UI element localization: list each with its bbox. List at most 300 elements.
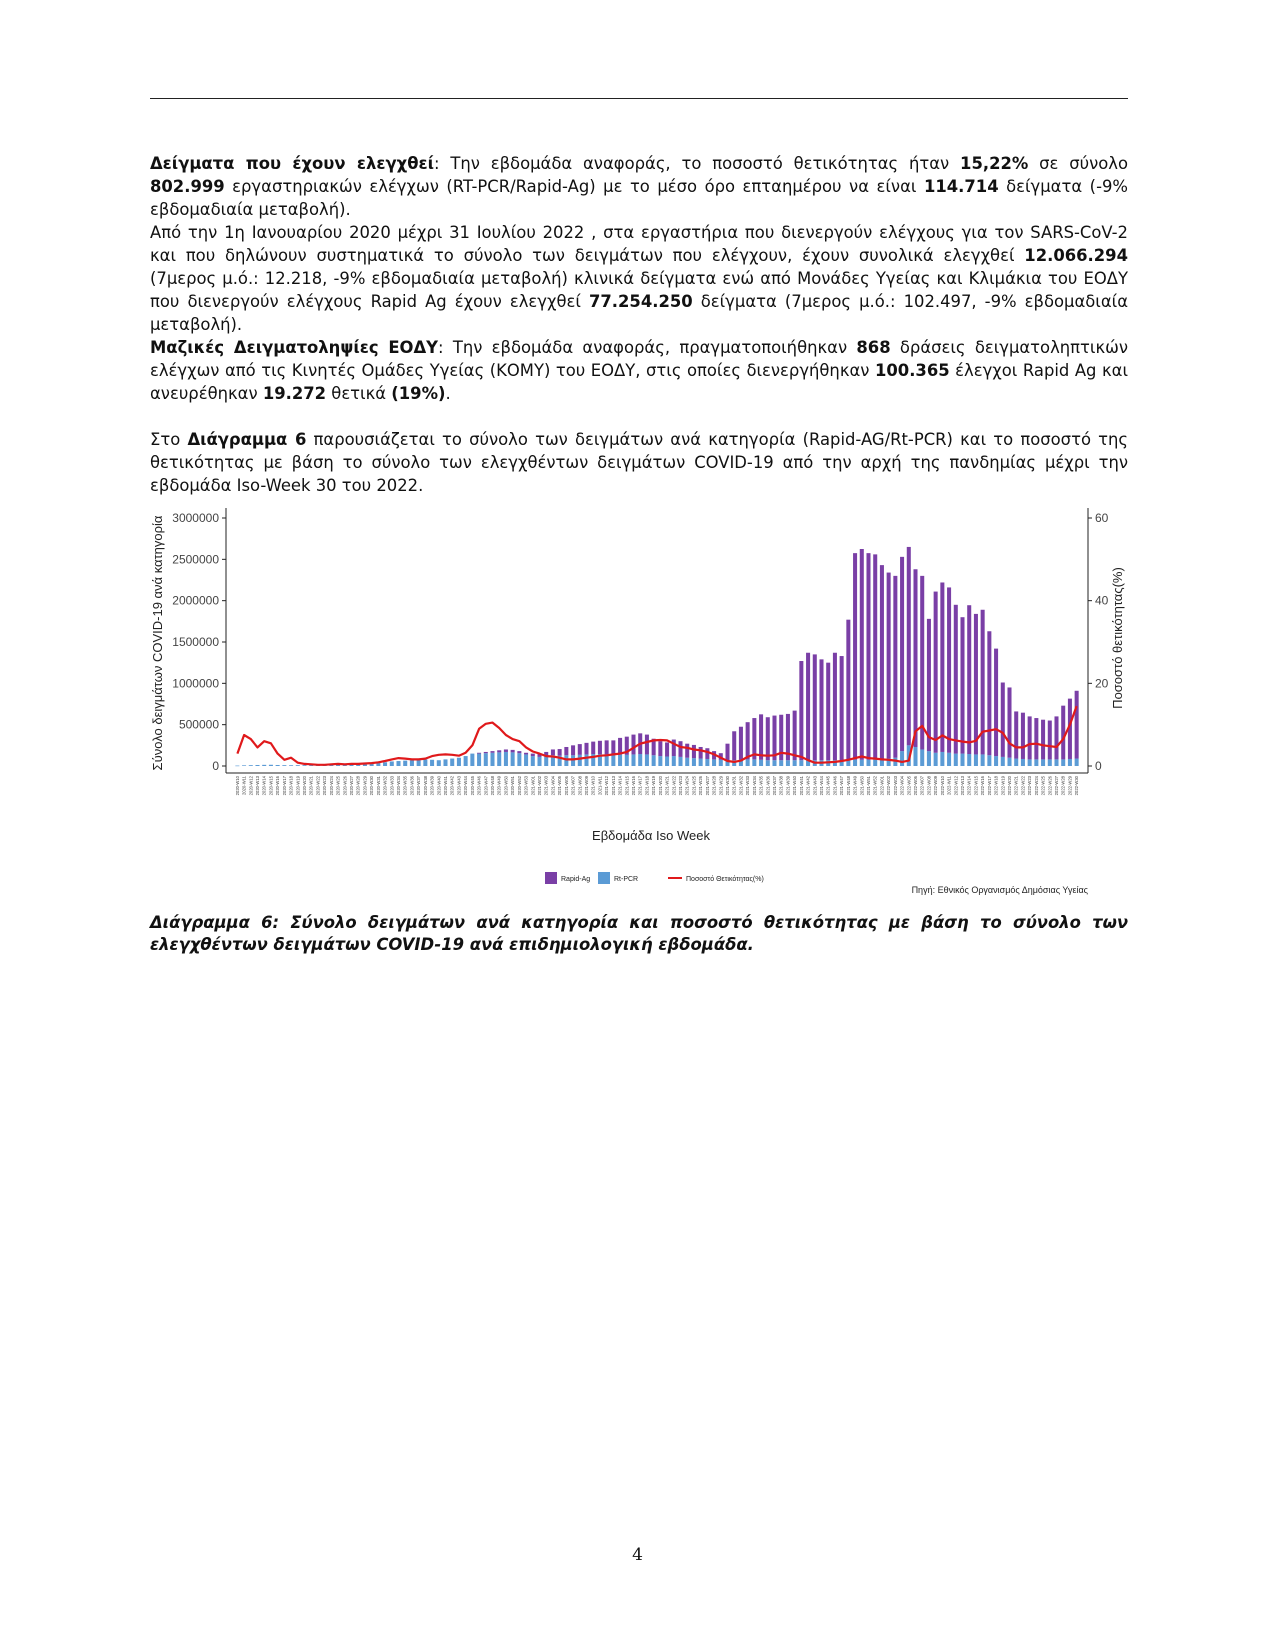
bar-rtpcr-2022-W07 xyxy=(920,749,924,766)
bar-rapid-ag-2022-W25 xyxy=(1041,720,1045,760)
positivity-rate-value: 15,22% xyxy=(960,154,1029,173)
x-tick-label: 2022-W13 xyxy=(960,776,965,796)
x-tick-label: 2021-W07 xyxy=(570,776,576,796)
bar-rapid-ag-2021-W09 xyxy=(584,743,588,755)
y-axis-title-left: Σύνολο δειγμάτων COVID-19 ανά κατηγορία xyxy=(150,515,165,771)
bar-rtpcr-2022-W23 xyxy=(1028,759,1032,766)
bar-rapid-ag-2021-W18 xyxy=(645,735,649,755)
bar-rapid-ag-2021-W52 xyxy=(873,554,877,759)
y-right-tick-label: 60 xyxy=(1095,511,1109,525)
x-tick-label: 2020-W30 xyxy=(369,776,375,796)
paragraph-text: Στο xyxy=(150,430,188,449)
x-tick-label: 2022-W24 xyxy=(1033,776,1039,796)
bar-rtpcr-2020-W12 xyxy=(249,765,253,766)
x-tick-label: 2022-W22 xyxy=(1020,776,1026,796)
bar-rapid-ag-2021-W36 xyxy=(766,717,770,760)
bar-rtpcr-2020-W20 xyxy=(302,765,306,766)
y-tick-label: 1500000 xyxy=(172,635,219,649)
bar-rtpcr-2021-W17 xyxy=(638,754,642,766)
bar-rapid-ag-2020-W50 xyxy=(504,749,508,751)
bar-rapid-ag-2021-W07 xyxy=(571,745,575,755)
x-tick-label: 2021-W31 xyxy=(731,776,737,796)
bar-rtpcr-2021-W16 xyxy=(631,754,635,766)
x-tick-label: 2020-W13 xyxy=(255,776,260,796)
x-tick-label: 2021-W34 xyxy=(751,776,757,796)
bar-rtpcr-2021-W38 xyxy=(779,760,783,766)
bar-rtpcr-2022-W11 xyxy=(947,753,951,766)
bar-rtpcr-2020-W18 xyxy=(289,765,293,766)
bar-rapid-ag-2020-W49 xyxy=(497,750,501,752)
seven-day-average-value: 114.714 xyxy=(923,177,999,196)
x-tick-label: 2022-W23 xyxy=(1027,776,1033,796)
x-tick-label: 2020-W34 xyxy=(396,776,401,796)
x-tick-label: 2020-W47 xyxy=(483,776,489,796)
y-right-tick-label: 40 xyxy=(1095,593,1109,608)
bar-rtpcr-2022-W04 xyxy=(900,751,904,766)
x-tick-label: 2021-W49 xyxy=(852,776,858,796)
bar-rapid-ag-2022-W21 xyxy=(1014,711,1018,758)
bar-rapid-ag-2022-W08 xyxy=(927,619,931,751)
bar-rtpcr-2022-W12 xyxy=(954,754,958,766)
bar-rtpcr-2021-W28 xyxy=(712,759,716,766)
bar-rapid-ag-2020-W46 xyxy=(477,753,481,754)
y-tick-label: 1000000 xyxy=(172,676,219,691)
x-tick-label: 2022-W25 xyxy=(1040,776,1046,796)
x-tick-label: 2022-W12 xyxy=(953,776,959,796)
bar-rtpcr-2020-W50 xyxy=(504,752,508,766)
bar-rapid-ag-2022-W03 xyxy=(893,576,897,758)
bar-rapid-ag-2021-W34 xyxy=(752,718,756,759)
x-tick-label: 2022-W17 xyxy=(986,776,992,796)
paragraph-samples-tested xyxy=(150,152,1128,221)
paragraph-text: . xyxy=(445,384,451,403)
x-tick-label: 2021-W46 xyxy=(832,776,838,796)
bar-rtpcr-2021-W25 xyxy=(692,758,696,766)
bar-rtpcr-2022-W14 xyxy=(967,754,971,766)
x-tick-labels xyxy=(235,775,1079,795)
x-tick-label: 2021-W22 xyxy=(671,776,677,796)
paragraph-text: : Την εβδομάδα αναφοράς, πραγματοποιήθηκαν xyxy=(438,338,857,357)
x-tick-label: 2020-W45 xyxy=(469,776,475,796)
bar-rapid-ag-2021-W37 xyxy=(772,716,776,761)
x-tick-label: 2021-W51 xyxy=(866,776,871,796)
x-tick-label: 2020-W37 xyxy=(416,776,422,796)
bar-rtpcr-2021-W41 xyxy=(799,760,803,766)
y-tick-label: 3000000 xyxy=(172,511,219,525)
x-tick-label: 2021-W28 xyxy=(711,776,717,796)
bar-rapid-ag-2022-W02 xyxy=(887,573,891,759)
paragraph-text: έλεγχοι Rapid Ag και ανευρέθηκαν xyxy=(150,361,1128,403)
bar-rtpcr-2020-W49 xyxy=(497,752,501,766)
x-tick-label: 2022-W16 xyxy=(980,776,986,796)
x-tick-label: 2021-W21 xyxy=(664,776,670,796)
figure-caption: Διάγραμμα 6: Σύνολο δειγμάτων ανά κατηγορία και ποσοστό θετικότητας με βάση το σύνολο των ελεγχθέντων δειγμάτων COVID-19 ανά επιδημιολογική εβδομάδα. xyxy=(150,913,1128,954)
x-tick-label: 2021-W25 xyxy=(691,776,697,796)
bar-rapid-ag-2021-W40 xyxy=(793,711,797,761)
x-tick-label: 2021-W20 xyxy=(657,776,663,796)
bar-rapid-ag-2021-W27 xyxy=(705,748,709,759)
x-tick-label: 2022-W19 xyxy=(1000,776,1006,796)
x-tick-label: 2021-W29 xyxy=(718,776,724,796)
paragraph-text: εργαστηριακών ελέγχων (RT-PCR/Rapid-Ag) με το μέσο όρο επταημέρου να είναι xyxy=(224,177,924,196)
bar-rapid-ag-2021-W13 xyxy=(611,740,615,755)
x-tick-label: 2020-W31 xyxy=(375,776,381,796)
x-tick-label: 2022-W26 xyxy=(1047,776,1053,796)
right-ticks xyxy=(1088,511,1109,773)
bar-rapid-ag-2022-W13 xyxy=(960,617,964,753)
x-axis-title: Εβδομάδα Iso Week xyxy=(592,828,710,843)
bar-rtpcr-2021-W50 xyxy=(860,760,864,766)
bar-rtpcr-2021-W15 xyxy=(625,755,629,766)
bar-rapid-ag-2021-W10 xyxy=(591,742,595,754)
bar-rtpcr-2021-W39 xyxy=(786,760,790,766)
bar-rtpcr-2021-W21 xyxy=(665,756,669,766)
bar-rapid-ag-2021-W06 xyxy=(564,747,568,755)
bar-rtpcr-2020-W33 xyxy=(390,761,394,766)
x-tick-label: 2022-W05 xyxy=(906,776,912,796)
bar-rapid-ag-2022-W04 xyxy=(900,557,904,751)
bar-rapid-ag-2021-W35 xyxy=(759,714,763,759)
bar-rtpcr-2022-W17 xyxy=(987,755,991,766)
bar-rtpcr-2020-W47 xyxy=(484,753,488,766)
x-tick-label: 2020-W32 xyxy=(382,776,388,796)
bar-rtpcr-2020-W34 xyxy=(396,761,400,766)
x-tick-label: 2021-W30 xyxy=(725,776,730,796)
bar-rtpcr-2022-W13 xyxy=(960,754,964,766)
page-number: 4 xyxy=(632,1545,643,1565)
bar-rapid-ag-2021-W49 xyxy=(853,553,857,760)
x-tick-label: 2021-W50 xyxy=(859,776,865,796)
bar-rapid-ag-2021-W50 xyxy=(860,549,864,760)
total-tests-value: 802.999 xyxy=(150,177,225,196)
x-tick-label: 2020-W46 xyxy=(476,776,482,796)
x-tick-label: 2022-W28 xyxy=(1060,776,1066,796)
bar-rtpcr-2022-W18 xyxy=(994,756,998,766)
bar-rapid-ag-2020-W48 xyxy=(490,751,494,753)
bar-rtpcr-2021-W29 xyxy=(719,760,723,766)
legend-pcr-swatch xyxy=(598,872,610,884)
cumulative-lab-tests-value: 12.066.294 xyxy=(1024,246,1128,265)
bar-rtpcr-2021-W19 xyxy=(652,755,656,766)
x-tick-label: 2022-W14 xyxy=(966,776,972,796)
x-tick-label: 2021-W08 xyxy=(577,776,583,796)
rapid-tests-performed-value: 100.365 xyxy=(874,361,950,380)
x-tick-label: 2021-W32 xyxy=(738,776,744,796)
bar-rtpcr-2021-W24 xyxy=(685,758,689,766)
x-tick-label: 2020-W22 xyxy=(315,776,321,796)
bar-rapid-ag-2021-W14 xyxy=(618,738,622,755)
bar-rapid-ag-2022-W01 xyxy=(880,565,884,759)
bar-rapid-ag-2022-W23 xyxy=(1028,716,1032,759)
bar-rapid-ag-2022-W15 xyxy=(974,614,978,755)
bar-rtpcr-2022-W27 xyxy=(1054,759,1058,766)
bar-rtpcr-2021-W08 xyxy=(578,755,582,766)
paragraph-mass-sampling xyxy=(150,336,1128,405)
bar-rtpcr-2022-W29 xyxy=(1068,759,1072,766)
chart-reference: Διάγραμμα 6 xyxy=(187,430,307,449)
bar-rtpcr-2020-W48 xyxy=(490,753,494,766)
bar-rtpcr-2020-W38 xyxy=(423,759,427,766)
x-tick-label: 2020-W23 xyxy=(322,776,328,796)
bar-rtpcr-2021-W06 xyxy=(564,755,568,766)
bar-rtpcr-2021-W37 xyxy=(772,760,776,766)
x-tick-label: 2020-W29 xyxy=(362,776,368,796)
bar-rapid-ag-2021-W04 xyxy=(551,749,555,755)
x-tick-label: 2021-W17 xyxy=(637,776,643,796)
x-tick-label: 2020-W43 xyxy=(456,776,462,796)
bar-rtpcr-2021-W13 xyxy=(611,755,615,766)
bar-rapid-ag-2021-W25 xyxy=(692,745,696,758)
bar-rtpcr-2021-W14 xyxy=(618,754,622,766)
legend-rapid-label: Rapid-Ag xyxy=(561,876,591,883)
bar-rtpcr-2022-W08 xyxy=(927,751,931,766)
x-tick-label: 2021-W36 xyxy=(765,776,771,796)
x-tick-label: 2020-W27 xyxy=(349,776,354,796)
bar-rapid-ag-2021-W47 xyxy=(840,656,844,760)
paragraph-cumulative-tests xyxy=(150,221,1128,336)
bar-rtpcr-2020-W16 xyxy=(276,765,280,766)
axes-layer xyxy=(226,508,1088,773)
paragraph-text: θετικά xyxy=(326,384,392,403)
x-tick-label: 2020-W41 xyxy=(443,776,448,796)
x-tick-label: 2021-W06 xyxy=(563,776,569,796)
x-tick-label: 2021-W33 xyxy=(745,776,751,796)
x-tick-label: 2020-W16 xyxy=(275,776,281,796)
x-tick-label: 2020-W44 xyxy=(463,776,469,796)
bar-rapid-ag-2021-W20 xyxy=(658,741,662,756)
y-tick-label: 2000000 xyxy=(172,593,219,608)
y-axis-title-right: Ποσοστό θετικότητας(%) xyxy=(1110,567,1125,709)
bar-rapid-ag-2022-W05 xyxy=(907,547,911,745)
bar-rapid-ag-2022-W30 xyxy=(1075,691,1079,759)
bar-rtpcr-2022-W26 xyxy=(1048,759,1052,766)
x-tick-label: 2021-W26 xyxy=(698,776,704,796)
bar-rtpcr-2020-W36 xyxy=(410,760,414,766)
bar-rtpcr-2021-W35 xyxy=(759,760,763,766)
paragraph-lead: Δείγματα που έχουν ελεγχθεί xyxy=(150,154,434,173)
bar-rtpcr-2021-W27 xyxy=(705,759,709,766)
bar-rapid-ag-2021-W46 xyxy=(833,653,837,760)
x-tick-label: 2021-W41 xyxy=(798,776,804,796)
x-tick-label: 2020-W15 xyxy=(268,776,274,796)
x-tick-label: 2021-W38 xyxy=(778,776,784,796)
x-tick-label: 2021-W48 xyxy=(845,776,851,796)
x-tick-label: 2020-W39 xyxy=(429,776,435,796)
bars-layer xyxy=(235,547,1078,766)
bar-rapid-ag-2021-W43 xyxy=(813,654,817,760)
x-tick-label: 2021-W35 xyxy=(758,776,764,796)
bar-rtpcr-2022-W28 xyxy=(1061,759,1065,766)
bar-rtpcr-2022-W16 xyxy=(981,754,985,766)
y-right-tick-label: 20 xyxy=(1095,676,1109,691)
bar-rtpcr-2020-W19 xyxy=(296,765,300,766)
bar-rtpcr-2020-W52 xyxy=(517,753,521,766)
bar-rtpcr-2020-W39 xyxy=(430,760,434,766)
x-tick-label: 2020-W26 xyxy=(342,776,348,796)
bar-rapid-ag-2022-W07 xyxy=(920,576,924,750)
bar-rapid-ag-2022-W12 xyxy=(954,605,958,754)
x-tick-label: 2021-W24 xyxy=(684,776,690,796)
bar-rtpcr-2021-W40 xyxy=(793,760,797,766)
x-tick-label: 2022-W01 xyxy=(879,776,885,796)
x-tick-label: 2020-W11 xyxy=(241,776,247,796)
sampling-actions-value: 868 xyxy=(856,338,891,357)
paragraph-text: σε σύνολο xyxy=(1028,154,1129,173)
x-tick-label: 2021-W10 xyxy=(590,776,596,796)
bar-rtpcr-2021-W33 xyxy=(746,759,750,766)
bar-rtpcr-2021-W18 xyxy=(645,754,649,766)
bar-rapid-ag-2022-W20 xyxy=(1007,687,1011,757)
x-tick-label: 2021-W37 xyxy=(772,776,777,796)
bar-rapid-ag-2022-W10 xyxy=(940,582,944,751)
bar-rtpcr-2021-W03 xyxy=(544,756,548,766)
bar-rtpcr-2021-W51 xyxy=(866,760,870,766)
bar-rtpcr-2022-W09 xyxy=(934,753,938,766)
bar-rtpcr-2020-W17 xyxy=(282,765,286,766)
bar-rtpcr-2022-W10 xyxy=(940,752,944,766)
bar-rapid-ag-2022-W17 xyxy=(987,631,991,755)
x-tick-label: 2020-W40 xyxy=(436,776,442,796)
legend-rapid-swatch xyxy=(545,872,557,884)
bar-rapid-ag-2021-W48 xyxy=(846,620,850,761)
bar-rtpcr-2021-W01 xyxy=(531,756,535,766)
y-tick-label: 500000 xyxy=(178,717,219,732)
x-tick-label: 2021-W18 xyxy=(644,776,650,796)
x-tick-label: 2022-W06 xyxy=(913,776,918,796)
bar-rapid-ag-2021-W24 xyxy=(685,744,689,758)
x-tick-label: 2021-W52 xyxy=(872,776,878,796)
bar-rtpcr-2020-W15 xyxy=(269,765,273,766)
x-tick-label: 2022-W09 xyxy=(933,776,939,796)
x-tick-label: 2021-W02 xyxy=(537,776,542,796)
bar-rapid-ag-2021-W32 xyxy=(739,727,743,760)
bar-rtpcr-2020-W51 xyxy=(511,752,515,766)
x-tick-label: 2021-W16 xyxy=(631,776,636,796)
x-tick-label: 2020-W19 xyxy=(295,776,301,796)
bar-rapid-ag-2021-W26 xyxy=(699,747,703,759)
bar-rtpcr-2020-W32 xyxy=(383,762,387,766)
bar-rapid-ag-2021-W41 xyxy=(799,661,803,760)
bar-rtpcr-2020-W53 xyxy=(524,754,528,766)
x-tick-label: 2021-W43 xyxy=(812,776,818,796)
bar-rapid-ag-2021-W30 xyxy=(725,744,729,761)
bar-rapid-ag-2022-W19 xyxy=(1001,683,1005,757)
x-tick-label: 2020-W38 xyxy=(422,776,428,796)
x-tick-label: 2020-W50 xyxy=(503,776,509,796)
x-tick-label: 2021-W45 xyxy=(825,776,831,796)
bar-rtpcr-2021-W49 xyxy=(853,760,857,766)
bar-rtpcr-2021-W07 xyxy=(571,755,575,766)
x-tick-label: 2021-W14 xyxy=(617,776,623,796)
paragraph-text: : Την εβδομάδα αναφοράς, το ποσοστό θετικότητας ήταν xyxy=(434,154,961,173)
x-tick-label: 2021-W23 xyxy=(678,776,683,796)
bar-rtpcr-2022-W06 xyxy=(913,747,917,766)
x-tick-label: 2022-W04 xyxy=(899,776,905,796)
header-rule xyxy=(150,98,1128,99)
x-tick-label: 2020-W10 xyxy=(234,776,240,796)
bar-rtpcr-2021-W52 xyxy=(873,759,877,766)
x-tick-label: 2022-W21 xyxy=(1013,776,1019,796)
bar-rapid-ag-2021-W12 xyxy=(605,740,609,754)
bar-rtpcr-2022-W15 xyxy=(974,754,978,766)
bar-rtpcr-2020-W35 xyxy=(403,761,407,766)
x-tick-label: 2020-W21 xyxy=(308,776,314,796)
bar-rapid-ag-2021-W08 xyxy=(578,744,582,755)
x-tick-label: 2022-W03 xyxy=(892,776,898,796)
bar-rapid-ag-2020-W51 xyxy=(511,750,515,752)
bar-rtpcr-2020-W11 xyxy=(242,765,246,766)
x-tick-label: 2021-W12 xyxy=(604,776,610,796)
x-tick-label: 2020-W14 xyxy=(261,776,267,796)
bar-rtpcr-2021-W26 xyxy=(699,759,703,766)
x-tick-label: 2022-W02 xyxy=(886,776,892,796)
bar-rtpcr-2020-W40 xyxy=(437,760,441,766)
bar-rtpcr-2022-W21 xyxy=(1014,759,1018,766)
x-tick-label: 2020-W12 xyxy=(248,776,254,796)
source-note: Πηγή: Εθνικός Οργανισμός Δημόσιας Υγείας xyxy=(911,885,1088,895)
x-tick-label: 2020-W52 xyxy=(516,776,522,796)
x-tick-label: 2021-W11 xyxy=(597,776,603,796)
bar-rtpcr-2020-W41 xyxy=(443,759,447,766)
bar-rtpcr-2021-W36 xyxy=(766,760,770,766)
x-tick-label: 2021-W27 xyxy=(704,776,710,796)
bar-rtpcr-2020-W43 xyxy=(457,758,461,766)
x-tick-label: 2022-W18 xyxy=(993,776,999,796)
x-tick-label: 2020-W51 xyxy=(510,776,516,796)
paragraph-text: δράσεις δειγματοληπτικών ελέγχων από τις Κινητές Ομάδες Υγείας (ΚΟΜΥ) του ΕΟΔΥ, στις οποίες διενεργήθηκαν xyxy=(150,338,1128,380)
x-tick-label: 2021-W05 xyxy=(557,776,563,796)
bar-rapid-ag-2020-W52 xyxy=(517,751,521,753)
bar-rtpcr-2022-W25 xyxy=(1041,759,1045,766)
x-tick-label: 2022-W11 xyxy=(946,776,952,796)
positive-tests-value: 19.272 xyxy=(262,384,327,403)
bar-rtpcr-2021-W02 xyxy=(537,757,541,766)
x-tick-label: 2022-W30 xyxy=(1074,776,1080,796)
bar-rtpcr-2020-W10 xyxy=(235,766,239,767)
x-tick-label: 2020-W48 xyxy=(490,776,495,796)
x-tick-label: 2020-W53 xyxy=(523,776,529,796)
paragraph-text: παρουσιάζεται το σύνολο των δειγμάτων ανά κατηγορία (Rapid-AG/Rt-PCR) και το ποσοστό της θετικότητας με βάση το σύνολο των ελεγχθέντων δειγμάτων COVID-19 από την αρχή της πανδημίας μέχρι την εβδομάδα Iso-Week 30 του 2022. xyxy=(150,430,1129,495)
bar-rapid-ag-2022-W28 xyxy=(1061,706,1065,760)
x-tick-label: 2022-W27 xyxy=(1054,776,1059,796)
bar-rapid-ag-2022-W09 xyxy=(934,592,938,753)
bar-rapid-ag-2021-W51 xyxy=(866,553,870,760)
bar-rapid-ag-2021-W11 xyxy=(598,741,602,754)
x-tick-label: 2021-W01 xyxy=(530,776,536,796)
x-tick-label: 2021-W09 xyxy=(584,776,589,796)
bar-rtpcr-2020-W45 xyxy=(470,754,474,766)
paragraph-text: Από την 1η Ιανουαρίου 2020 μέχρι 31 Ιουλίου 2022 , στα εργαστήρια που διενεργούν ελέγχους για τον SARS-CoV-2 και που δηλώνουν συστηματικά το σύνολο των δειγμάτων που ελέγχουν, έχουν συνολικά ελεγχθεί xyxy=(150,223,1128,265)
bar-rapid-ag-2021-W45 xyxy=(826,663,830,761)
y-tick-label: 0 xyxy=(212,759,219,773)
bar-rapid-ag-2021-W42 xyxy=(806,653,810,760)
bar-rtpcr-2020-W42 xyxy=(450,759,454,766)
bar-rtpcr-2021-W09 xyxy=(584,754,588,766)
bar-rtpcr-2022-W20 xyxy=(1007,758,1011,766)
samples-positivity-chart xyxy=(146,508,1136,898)
x-tick-label: 2021-W13 xyxy=(610,776,616,796)
bar-rtpcr-2021-W20 xyxy=(658,756,662,766)
x-tick-label: 2020-W20 xyxy=(302,776,307,796)
bar-rtpcr-2021-W23 xyxy=(678,757,682,766)
x-tick-label: 2022-W20 xyxy=(1007,776,1012,796)
paragraph-lead: Μαζικές Δειγματοληψίες ΕΟΔΥ xyxy=(150,338,439,357)
x-tick-label: 2021-W03 xyxy=(543,776,549,796)
paragraph-chart-intro xyxy=(150,428,1128,497)
bar-rapid-ag-2021-W31 xyxy=(732,731,736,760)
bar-rapid-ag-2021-W33 xyxy=(746,722,750,759)
x-tick-label: 2020-W33 xyxy=(389,776,395,796)
